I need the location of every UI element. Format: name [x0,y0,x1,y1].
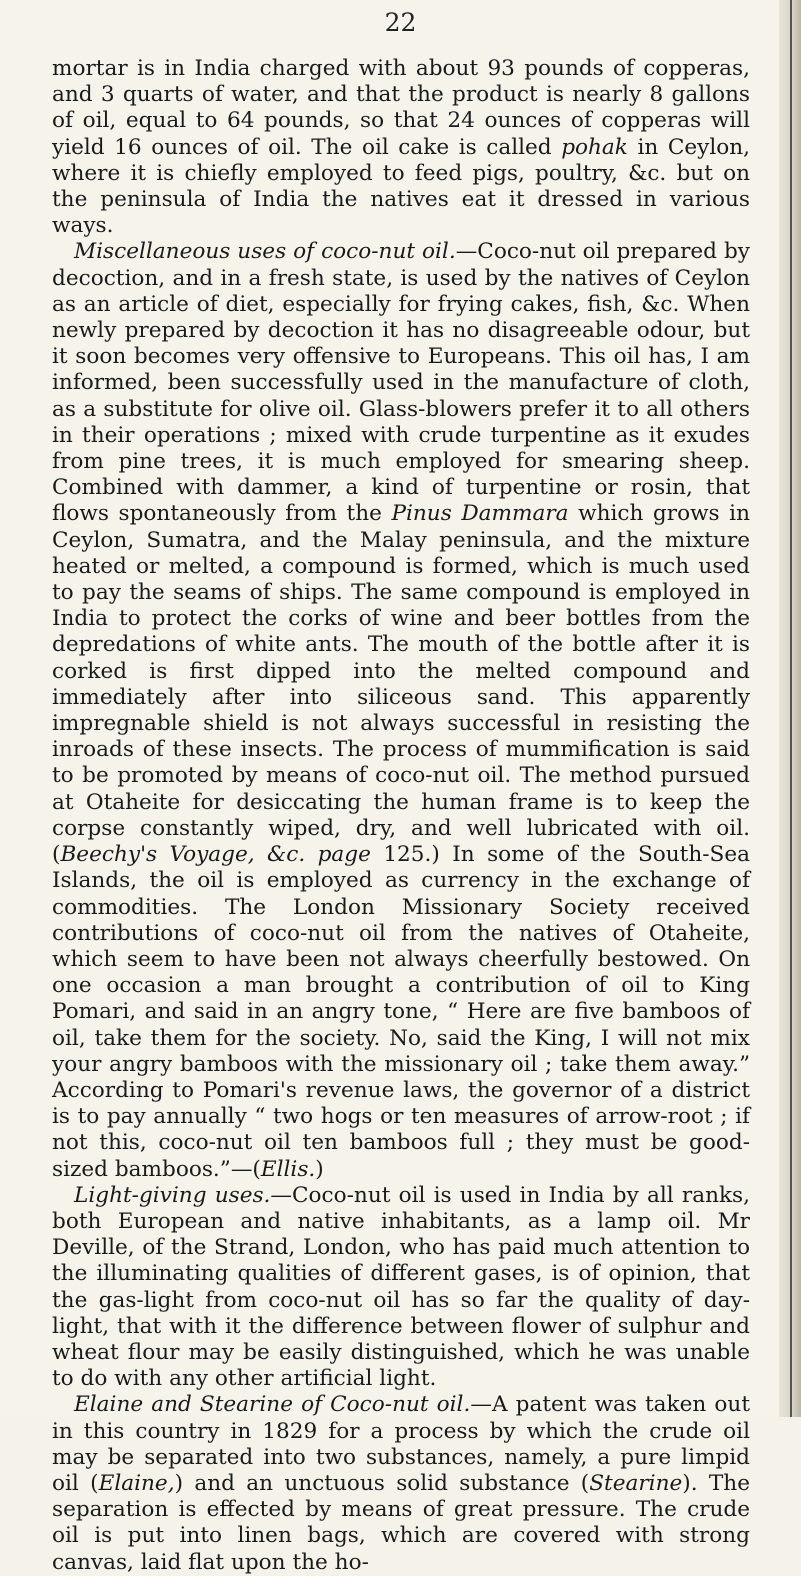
text-run: —A patent was taken out in this country in 1829 for a process by which the crude oil may be separated into two substances, namely, a pure limpid oil ( [52,1392,750,1496]
paragraph [52,1392,750,1575]
text-run: ) [315,1156,324,1182]
text-run: 125.) In some of the South-Sea Islands, the oil is employed as currency in the exchange of commodities. The London Missionary Society received contributions of coco-nut oil from the natives of Otaheite, which seem to have been not always cheerfully bestowed. On one occasion a man brought a contribution of oil to King Pomari, and said in an angry tone, “ Here are five bamboos of oil, take them for the society. No, said the King, I will not mix your angry bamboos with the missionary oil ; take them away.” According to Pomari's revenue laws, the governor of a district is to pay annually “ two hogs or ten measures of arrow-root ; if not this, coco-nut oil ten bamboos full ; they must be good-sized bamboos.”—( [52,842,750,1182]
text-run: —Coco-nut oil is used in India by all ranks, both European and native inhabitants, as a lamp oil. Mr Deville, of the Strand, London, who has paid much attention to the illuminating qualities of different gases, is of opinion, that the gas-light from coco-nut oil has so far the quality of day-light, that with it the difference between flower of sulphur and wheat flour may be easily distinguished, which he was unable to do with any other artificial light. [52,1182,751,1392]
italic-term: pohak [561,134,628,160]
body-text [52,56,750,1576]
text-run: which grows in Ceylon, Sumatra, and the Malay peninsula, and the mixture heated or melted, a compound is formed, which is much used to pay the seams of ships. The same compound is employed in India to protect the corks of wine and beer bottles from the depredations of white ants. The mouth of the bottle after it is corked is first dipped into the melted compound and immediately after into siliceous sand. This apparently impregnable shield is not always successful in resisting the inroads of these insects. The process of mummification is said to be promoted by means of coco-nut oil. The method pursued at Otaheite for desiccating the human frame is to keep the corpse constantly wiped, dry, and well lubricated with oil. ( [52,501,751,868]
citation: Ellis. [260,1156,316,1182]
text-run: mortar is in India charged with about 93 pounds of copperas, and 3 quarts of water, and that the product is nearly 8 gallons of oil, equal to 64 pounds, so that 24 ounces of copperas will yield 16 ounces of oil. The oil cake is called [52,56,750,160]
paragraph [52,1183,750,1393]
paragraph [52,56,750,239]
text-run: in Ceylon, where it is chiefly employed to feed pigs, poultry, &c. but on the peninsula of India the natives eat it dressed in various ways. [52,134,750,239]
paragraph [52,239,750,1182]
italic-term: Elaine, [98,1470,175,1496]
text-run: ) and an unctuous solid substance ( [174,1470,590,1496]
section-heading: Miscellaneous uses of coco-nut oil. [74,239,456,265]
text-run: ). The separation is effected by means of great pressure. The crude oil is put into linen bags, which are covered with strong canvas, laid flat upon the ho- [52,1470,750,1575]
italic-term: Stearine [589,1470,683,1496]
citation: Beechy's Voyage, &c. page [60,842,371,868]
text-run: —Coco-nut oil prepared by decoction, and in a fresh state, is used by the natives of Ceylon as an article of diet, especially for frying cakes, fish, &c. When newly prepared by decoction it has no disagreeable odour, but it soon becomes very offensive to Europeans. This oil has, I am informed, been successfully used in the manufacture of cloth, as a substitute for olive oil. Glass-blowers prefer it to all others in their operations ; mixed with crude turpentine as it exudes from pine trees, it is much employed for smearing sheep. Combined with dammer, a kind of turpentine or rosin, that flows spontaneously from the [52,239,750,527]
section-heading: Light-giving uses. [74,1182,271,1208]
binding-line [790,0,792,1417]
italic-term: Pinus Dammara [391,501,569,527]
section-heading: Elaine and Stearine of Coco-nut oil. [74,1392,471,1418]
page-number: 22 [384,8,417,37]
